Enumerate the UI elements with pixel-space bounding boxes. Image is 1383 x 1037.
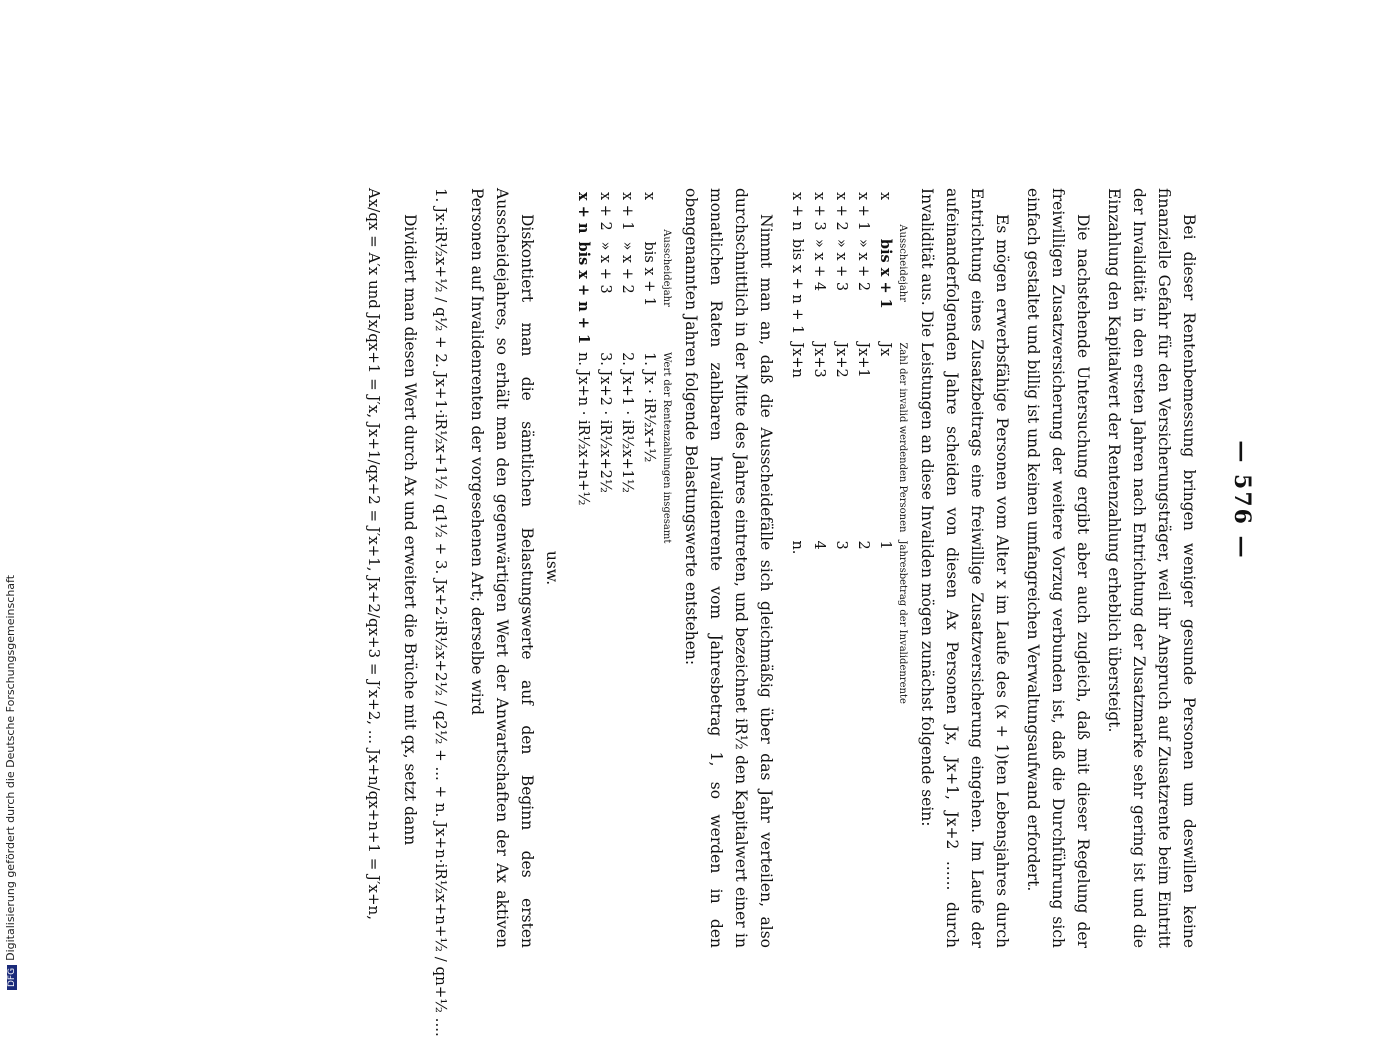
- cell: n.: [789, 540, 805, 555]
- usw-label: usw.: [543, 550, 561, 586]
- page-number: — 576 —: [1229, 440, 1255, 560]
- table1-header-amount: Jahresbetrag der Invalidenrente: [897, 540, 908, 704]
- table-burden-values: [572, 188, 672, 547]
- table-row: [572, 188, 594, 547]
- cell: Jx+n: [789, 342, 805, 378]
- formula-present-value: 1. Jx·iR½x+½ / q½ + 2. Jx+1·iR½x+1½ / q1½ + 3. Jx+2·iR½x+2½ / q2½ + ... + n. Jx+n·iR½x+n+½ / qn+½ ....: [432, 188, 450, 1037]
- dfg-logo: DFG: [7, 965, 17, 990]
- paragraph-2: Die nachstehende Untersuchung ergibt aber auch zugleich, daß mit dieser Regelung der freiwilligen Zusatzversicherung der weitere Vorzug verbunden ist, daß die Durchführung sich einfach gestaltet und billig ist und keinen umfangreichen Verwaltungsaufwand erfordert.: [1024, 188, 1092, 948]
- table2-header-year: Ausscheidejahr: [661, 229, 672, 307]
- cell: Jx: [877, 342, 893, 357]
- cell: x + n: [789, 192, 805, 231]
- cell: x: [877, 192, 893, 201]
- digitization-footer: [4, 575, 17, 990]
- table1-header-count: Zahl der invalid werdenden Personen: [897, 342, 908, 533]
- cell: x + 2: [597, 192, 613, 231]
- cell: x + 1: [619, 192, 635, 231]
- cell: bis x + 1: [641, 241, 657, 307]
- paragraph-5: Diskontiert man die sämtlichen Belastungswerte auf den Beginn des ersten Ausscheidejahres, so erhält man den gegenwärtigen Wert der Anwartschaften der Ax aktiven Personen auf Invalidenrenten der vorgesehenen Art; derselbe wird: [468, 188, 536, 948]
- cell: 1. Jx · iR½x+½: [641, 352, 657, 463]
- paragraph-4: Nimmt man an, daß die Ausscheidefälle sich gleichmäßig über das Jahr verteilen, also durchschnittlich in der Mitte des Jahres eintreten, und bezeichnet iR½ den Kapitalwert einer in monatlichen Raten zahlbaren Invalidenrente vom Jahresbetrag 1, so werden in den obengenannten Jahren folgende Belastungswerte entstehen:: [682, 188, 775, 948]
- table-row: [638, 188, 660, 547]
- cell: » x + 4: [811, 238, 827, 292]
- cell: bis x + 1: [877, 238, 894, 309]
- table-row: [594, 188, 616, 547]
- paragraph-3: Es mögen erwerbsfähige Personen vom Alter x im Laufe des (x + 1)ten Lebensjahres durch Entrichtung eines Zusatzbeitrags eine freiwillige Zusatzversicherung eingehen. Im Laufe der aufeinanderfolgenden Jahre scheiden von diesen Ax Personen Jx, Jx+1, Jx+2 ...... durch Invalidität aus. Die Leistungen an diese Invaliden mögen zunächst folgende sein:: [918, 188, 1011, 948]
- cell: x + 1: [855, 192, 871, 231]
- cell: Jx+1: [855, 342, 871, 378]
- cell: x + 3: [811, 192, 827, 231]
- cell: 2. Jx+1 · iR½x+1½: [619, 352, 635, 493]
- cell: » x + 2: [855, 238, 871, 292]
- cell: Jx+2: [833, 342, 849, 378]
- cell: 3: [833, 540, 849, 550]
- cell: x: [641, 192, 657, 201]
- cell: » x + 2: [619, 241, 635, 294]
- cell: » x + 3: [597, 241, 613, 294]
- cell: 3. Jx+2 · iR½x+2½: [597, 352, 613, 493]
- table1-header-year: Ausscheidejahr: [897, 224, 908, 303]
- footer-text: Digitalisierung gefördert durch die Deutsche Forschungsgemeinschaft: [4, 574, 17, 961]
- cell: » x + 3: [833, 238, 849, 292]
- table-row: [874, 188, 896, 708]
- table-row: [616, 188, 638, 547]
- cell: x + n: [575, 192, 592, 234]
- cell: bis x + n + 1: [575, 241, 592, 345]
- table-row: [786, 188, 808, 708]
- cell: 2: [855, 540, 871, 550]
- table2-header-value: Wert der Rentenzahlungen insgesamt: [661, 352, 672, 544]
- table-row: [830, 188, 852, 708]
- table-row: [852, 188, 874, 708]
- cell: x + 2: [833, 192, 849, 231]
- paragraph-6: Dividiert man diesen Wert durch Ax und erweitert die Brüche mit qx, setzt dann: [401, 214, 419, 846]
- cell: n. Jx+n · iR½x+n+½: [575, 352, 591, 506]
- cell: bis x + n + 1: [789, 238, 805, 335]
- cell: Jx+3: [811, 342, 827, 378]
- cell: 1: [877, 540, 893, 550]
- paragraph-1: Bei dieser Rentenbemessung bringen weniger gesunde Personen um deswillen keine finanzielle Gefahr für den Versicherungsträger, weil ihr Anspruch auf Zusatzrente beim Eintritt der Invalidität in den ersten Jahren nach Entrichtung der Zusatzmarke sehr gering ist und die Einzahlung den Kapitalwert der Rentenzahlung erheblich übersteigt.: [1105, 188, 1198, 948]
- cell: 4: [811, 540, 827, 550]
- formula-substitution: Ax/qx = A′x und Jx/qx+1 = J′x, Jx+1/qx+2 = J′x+1, Jx+2/qx+3 = J′x+2, ... Jx+n/qx+n+1 = J′x+n,: [365, 188, 383, 920]
- table-invalid-persons: [786, 188, 908, 708]
- table-row: [808, 188, 830, 708]
- page-body: [355, 188, 1201, 1037]
